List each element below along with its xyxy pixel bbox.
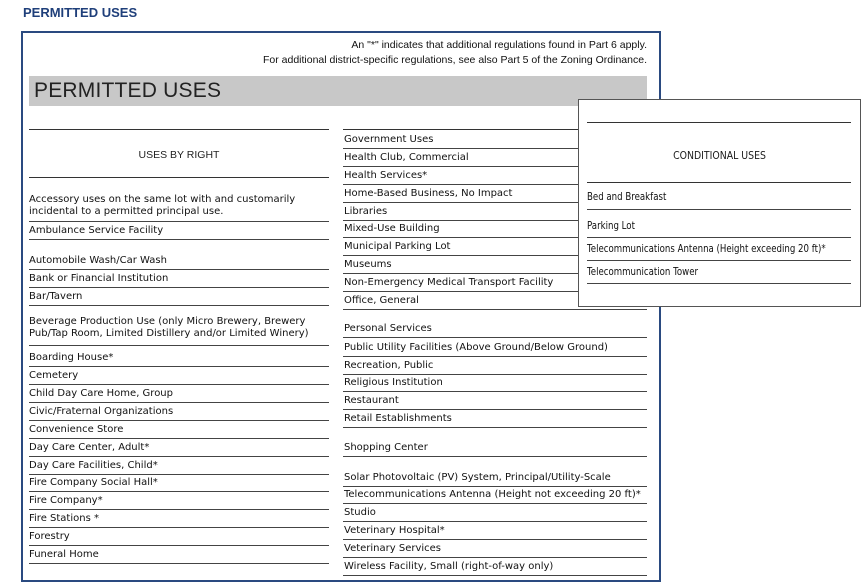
item-rule: [29, 305, 329, 306]
list-item: Wireless Facility, Small (right-of-way only): [344, 561, 554, 572]
cond-rule-header: [587, 182, 851, 183]
uses-by-right-header: USES BY RIGHT: [138, 149, 220, 161]
item-rule: [343, 557, 647, 558]
list-item: Cemetery: [29, 370, 79, 381]
item-rule: [343, 309, 647, 310]
item-rule: [343, 356, 647, 357]
item-rule: [343, 427, 647, 428]
item-rule: [29, 366, 329, 367]
list-item: Forestry: [29, 531, 70, 542]
item-rule: [343, 575, 647, 576]
header-rule-bottom: [29, 177, 329, 178]
list-item: Veterinary Services: [344, 543, 442, 554]
list-item: Convenience Store: [29, 424, 124, 435]
banner: [29, 76, 647, 106]
note-line-2: For additional district-specific regulations, see also Part 5 of the Zoning Ordinance.: [262, 54, 647, 66]
list-item: Health Club, Commercial: [344, 152, 469, 163]
list-item: Telecommunication Tower: [587, 266, 699, 278]
item-rule: [29, 384, 329, 385]
list-item: Shopping Center: [344, 442, 428, 453]
conditional-uses-panel: [578, 99, 861, 307]
item-rule: [343, 456, 647, 457]
list-item: Day Care Facilities, Child*: [29, 460, 158, 471]
list-item: Studio: [344, 507, 376, 518]
list-item: Ambulance Service Facility: [29, 225, 164, 236]
item-rule: [343, 503, 647, 504]
item-rule: [29, 287, 329, 288]
item-rule: [29, 474, 329, 475]
list-item: Telecommunications Antenna (Height exceeding 20 ft)*: [587, 243, 826, 255]
item-rule: [343, 521, 647, 522]
item-rule: [29, 563, 329, 564]
list-item: Non-Emergency Medical Transport Facility: [344, 277, 554, 288]
item-rule: [343, 337, 647, 338]
list-item: Office, General: [344, 295, 419, 306]
list-item: Bed and Breakfast: [587, 191, 667, 203]
list-item: Public Utility Facilities (Above Ground/Below Ground): [344, 342, 608, 353]
list-item: Bar/Tavern: [29, 291, 83, 302]
list-item: Personal Services: [344, 323, 432, 334]
item-rule: [29, 438, 329, 439]
header-rule-top: [29, 129, 329, 130]
list-item: Bank or Financial Institution: [29, 273, 169, 284]
item-rule: [343, 391, 647, 392]
item-rule: [343, 374, 647, 375]
list-item: Accessory uses on the same lot with and customarily incidental to a permitted principal use.: [29, 194, 296, 217]
note-line-1: An "*" indicates that additional regulations found in Part 6 apply.: [351, 39, 647, 51]
list-item: Mixed-Use Building: [344, 223, 440, 234]
list-item: Boarding House*: [29, 352, 114, 363]
item-rule: [29, 509, 329, 510]
list-item: Restaurant: [344, 395, 399, 406]
list-item: Automobile Wash/Car Wash: [29, 255, 167, 266]
item-rule: [343, 409, 647, 410]
list-item: Government Uses: [344, 134, 434, 145]
item-rule: [587, 283, 851, 284]
item-rule: [29, 545, 329, 546]
list-item: Solar Photovoltaic (PV) System, Principal/Utility-Scale: [344, 472, 611, 483]
list-item: Funeral Home: [29, 549, 99, 560]
list-item: Religious Institution: [344, 377, 443, 388]
item-rule: [343, 486, 647, 487]
list-item: Home-Based Business, No Impact: [344, 188, 513, 199]
item-rule: [29, 221, 329, 222]
list-item: Day Care Center, Adult*: [29, 442, 150, 453]
page-heading: PERMITTED USES: [23, 5, 138, 20]
item-rule: [29, 239, 329, 240]
conditional-uses-header: CONDITIONAL USES: [673, 149, 766, 162]
list-item: Municipal Parking Lot: [344, 241, 451, 252]
list-item: Child Day Care Home, Group: [29, 388, 173, 399]
item-rule: [587, 260, 851, 261]
list-item: Museums: [344, 259, 392, 270]
item-rule: [343, 539, 647, 540]
item-rule: [29, 420, 329, 421]
list-item: Telecommunications Antenna (Height not exceeding 20 ft)*: [344, 489, 641, 500]
item-rule: [29, 345, 329, 346]
item-rule: [29, 402, 329, 403]
item-rule: [29, 527, 329, 528]
list-item: Health Services*: [344, 170, 428, 181]
list-item: Retail Establishments: [344, 413, 452, 424]
cond-rule-top: [587, 122, 851, 123]
list-item: Recreation, Public: [344, 360, 434, 371]
list-item: Beverage Production Use (only Micro Brewery, Brewery Pub/Tap Room, Limited Distillery and/or Limited Winery): [29, 316, 309, 339]
list-item: Fire Stations *: [29, 513, 99, 524]
list-item: Parking Lot: [587, 220, 635, 232]
list-item: Fire Company Social Hall*: [29, 477, 158, 488]
list-item: Veterinary Hospital*: [344, 525, 445, 536]
list-item: Libraries: [344, 206, 388, 217]
item-rule: [29, 456, 329, 457]
item-rule: [29, 269, 329, 270]
list-item: Civic/Fraternal Organizations: [29, 406, 174, 417]
list-item: Fire Company*: [29, 495, 103, 506]
item-rule: [29, 491, 329, 492]
item-rule: [587, 209, 851, 210]
document-frame: [21, 31, 661, 582]
banner-title: PERMITTED USES: [34, 79, 222, 102]
item-rule: [587, 237, 851, 238]
